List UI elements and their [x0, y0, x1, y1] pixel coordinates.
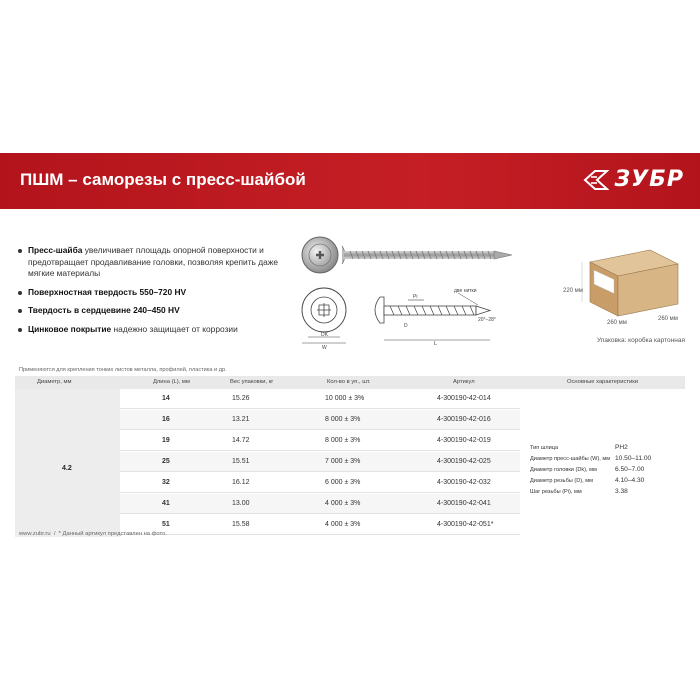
table-row: 16 13.21 8 000 ± 3% 4-300190-42-016 — [120, 410, 520, 430]
table-body — [15, 389, 685, 537]
feature-item: Поверхностная твердость 550–720 HV — [18, 287, 293, 299]
box-length-label: 260 мм — [607, 320, 627, 326]
l-label: L — [434, 341, 438, 347]
brand-logo — [583, 167, 684, 192]
header-length: Длина (L), мм — [153, 379, 190, 385]
brand-name: ЗУБР — [614, 167, 684, 192]
feature-item: Пресс-шайба увеличивает площадь опорной поверхности и предотвращает продавливание головки, позволяя крепить даже мягкие материалы — [18, 245, 293, 280]
char-value: PH2 — [615, 444, 628, 451]
table-row: 51 15.58 4 000 ± 3% 4-300190-42-051* — [120, 515, 520, 535]
zubr-emblem-icon — [583, 169, 609, 191]
table-row: 25 15.51 7 000 ± 3% 4-300190-42-025 — [120, 452, 520, 472]
char-value: 4.10–4.30 — [615, 477, 645, 484]
char-value: 10.50–11.00 — [615, 455, 652, 462]
char-value: 6.50–7.00 — [615, 466, 645, 473]
technical-drawing — [300, 285, 510, 353]
diameter-cell: 4.2 — [15, 389, 120, 537]
footnote-text: * Данный артикул представлен на фото. — [58, 531, 167, 537]
page-title: ПШМ – саморезы с пресс-шайбой — [20, 170, 306, 189]
screw-photo-image — [300, 232, 520, 278]
char-label: Шаг резьбы (Pi), мм — [530, 489, 582, 495]
feature-item: Цинковое покрытие надежно защищает от коррозии — [18, 324, 293, 336]
header-diameter: Диаметр, мм — [37, 379, 72, 385]
table-row: 14 15.26 10 000 ± 3% 4-300190-42-014 — [120, 389, 520, 409]
header-weight: Вес упаковки, кг — [230, 379, 274, 385]
table-header — [15, 376, 685, 389]
feature-item: Твердость в сердцевине 240–450 HV — [18, 305, 293, 317]
dk-label: DK — [321, 332, 328, 338]
pi-label: Pi — [413, 294, 418, 300]
header-article: Артикул — [453, 379, 475, 385]
d-label: D — [404, 323, 408, 329]
box-width-label: 260 мм — [658, 316, 678, 322]
angle-label: 20°–28° — [478, 317, 496, 323]
feature-list — [18, 245, 293, 342]
w-label: W — [322, 345, 327, 351]
char-value: 3.38 — [615, 488, 628, 495]
table-row: 19 14.72 8 000 ± 3% 4-300190-42-019 — [120, 431, 520, 451]
footer-separator: / — [53, 531, 56, 537]
table-row: 41 13.00 4 000 ± 3% 4-300190-42-041 — [120, 494, 520, 514]
package-caption: Упаковка: коробка картонная — [597, 337, 685, 344]
spec-table — [15, 376, 685, 537]
footer-note — [19, 531, 167, 537]
threads-label: две нитки — [454, 288, 477, 294]
char-label: Диаметр головки (Dk), мм — [530, 467, 597, 473]
header-qty: Кол-во в уп., шт. — [327, 379, 371, 385]
website-link[interactable]: www.zubr.ru — [19, 531, 51, 537]
package-box-image — [568, 240, 683, 320]
char-label: Диаметр пресс-шайбы (W), мм — [530, 456, 611, 462]
characteristics-panel — [520, 389, 685, 537]
header-banner — [0, 153, 700, 209]
char-label: Диаметр резьбы (D), мм — [530, 478, 593, 484]
box-height-label: 220 мм — [563, 288, 583, 294]
usage-note: Применяются для крепления тонких листов металла, профилей, пластика и др. — [19, 367, 227, 373]
header-characteristics: Основные характеристики — [567, 379, 639, 385]
char-label: Тип шлица — [530, 445, 559, 451]
table-row: 32 16.12 6 000 ± 3% 4-300190-42-032 — [120, 473, 520, 493]
